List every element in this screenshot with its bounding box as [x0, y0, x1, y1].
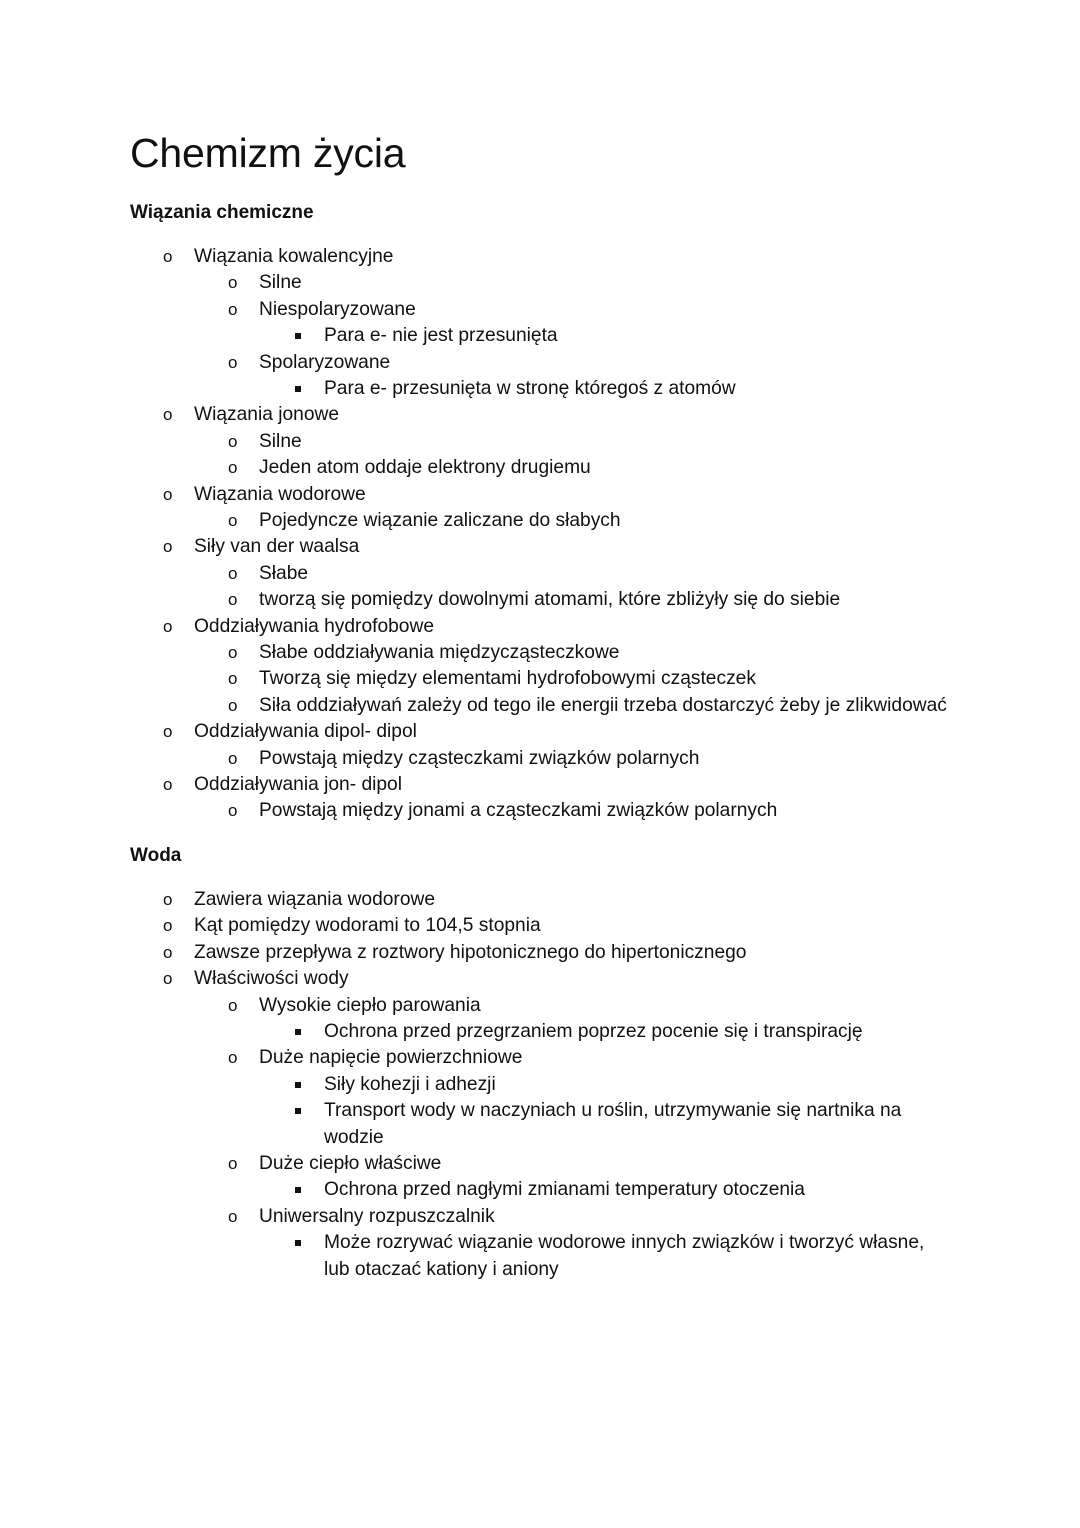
list-item-text: Powstają między cząsteczkami związków polarnych: [259, 747, 700, 769]
square-bullet-icon: [295, 1187, 301, 1193]
list-item-text: Uniwersalny rozpuszczalnik: [259, 1205, 495, 1227]
list-item-text: Oddziaływania jon- dipol: [194, 774, 402, 795]
circle-bullet-icon: [228, 1151, 237, 1177]
list-item-text: Zawiera wiązania wodorowe: [194, 889, 436, 910]
circle-bullet-icon: [163, 719, 172, 745]
circle-bullet-icon: [228, 693, 237, 719]
list-item-text: Jeden atom oddaje elektrony drugiemu: [259, 457, 591, 479]
square-bullet-icon: [295, 1029, 301, 1035]
circle-bullet-icon: [163, 887, 172, 913]
square-bullet-icon: [295, 1082, 301, 1088]
list-item-text: Niespolaryzowane: [259, 298, 416, 320]
circle-bullet-icon: [228, 508, 237, 534]
circle-bullet-icon: [228, 297, 237, 323]
square-bullet-icon: [295, 1108, 301, 1114]
list-item-text: Ochrona przed przegrzaniem poprzez pocenie się i transpirację: [324, 1021, 863, 1042]
circle-bullet-icon: [228, 350, 237, 376]
circle-bullet-icon: [228, 1204, 237, 1230]
list-item-text: Wiązania wodorowe: [194, 483, 366, 505]
circle-bullet-icon: [228, 666, 237, 692]
square-bullet-icon: [295, 1240, 301, 1246]
circle-bullet-icon: [163, 966, 172, 992]
list-item-text: Powstają między jonami a cząsteczkami związków polarnych: [259, 800, 778, 822]
list-item-text: Właściwości wody: [194, 968, 349, 990]
circle-bullet-icon: [228, 455, 237, 481]
list-item-text: Zawsze przepływa z roztwory hipotonicznego do hipertonicznego: [194, 941, 747, 963]
square-bullet-icon: [295, 333, 301, 339]
list-item-text: Silne: [259, 272, 302, 294]
circle-bullet-icon: [228, 798, 237, 824]
circle-bullet-icon: [228, 270, 237, 296]
list-item-text: Tworzą się między elementami hydrofobowymi cząsteczek: [259, 668, 756, 690]
list-item-text: wodzie: [324, 1126, 384, 1148]
circle-bullet-icon: [228, 1045, 237, 1071]
list-item-text: Spolaryzowane: [259, 351, 391, 373]
list-item-text: Wiązania jonowe: [194, 404, 340, 426]
list-item-text: tworzą się pomiędzy dowolnymi atomami, które zbliżyły się do siebie: [259, 589, 841, 611]
list-item-text: Duże ciepło właściwe: [259, 1153, 442, 1174]
section-heading-water: Woda: [130, 845, 182, 866]
circle-bullet-icon: [163, 402, 172, 428]
circle-bullet-icon: [163, 244, 172, 270]
list-item-text: Oddziaływania dipol- dipol: [194, 721, 417, 743]
list-item-text: Kąt pomiędzy wodorami to 104,5 stopnia: [194, 915, 541, 937]
circle-bullet-icon: [228, 993, 237, 1019]
list-item-text: Para e- nie jest przesunięta: [324, 325, 558, 347]
square-bullet-icon: [295, 386, 301, 392]
list-item-text: Wysokie ciepło parowania: [259, 994, 481, 1016]
section-heading-bonds: Wiązania chemiczne: [130, 202, 314, 223]
list-item-text: Siły kohezji i adhezji: [324, 1073, 496, 1095]
circle-bullet-icon: [163, 614, 172, 640]
circle-bullet-icon: [163, 534, 172, 560]
list-item-text: Duże napięcie powierzchniowe: [259, 1047, 523, 1069]
list-item-text: Para e- przesunięta w stronę któregoś z atomów: [324, 378, 736, 399]
circle-bullet-icon: [163, 940, 172, 966]
page-title: Chemizm życia: [130, 130, 406, 176]
circle-bullet-icon: [163, 913, 172, 939]
list-item-text: Siły van der waalsa: [194, 536, 360, 558]
list-item-text: Siła oddziaływań zależy od tego ile energii trzeba dostarczyć żeby je zlikwidować: [259, 694, 947, 716]
circle-bullet-icon: [163, 772, 172, 798]
list-item-text: Słabe oddziaływania międzycząsteczkowe: [259, 642, 620, 663]
circle-bullet-icon: [228, 746, 237, 772]
list-item-text: Słabe: [259, 562, 309, 584]
list-item-text: Może rozrywać wiązanie wodorowe innych związków i tworzyć własne,: [324, 1232, 925, 1254]
list-item-text: Transport wody w naczyniach u roślin, utrzymywanie się nartnika na: [324, 1100, 902, 1122]
circle-bullet-icon: [228, 640, 237, 666]
list-item-text: Oddziaływania hydrofobowe: [194, 615, 434, 637]
list-item-text: lub otaczać kationy i aniony: [324, 1258, 559, 1280]
list-item-text: Silne: [259, 430, 302, 452]
circle-bullet-icon: [228, 561, 237, 587]
list-item-text: Wiązania kowalencyjne: [194, 246, 394, 267]
circle-bullet-icon: [163, 482, 172, 508]
list-item-text: Pojedyncze wiązanie zaliczane do słabych: [259, 510, 621, 531]
circle-bullet-icon: [228, 429, 237, 455]
circle-bullet-icon: [228, 587, 237, 613]
list-item-text: Ochrona przed nagłymi zmianami temperatury otoczenia: [324, 1179, 805, 1201]
